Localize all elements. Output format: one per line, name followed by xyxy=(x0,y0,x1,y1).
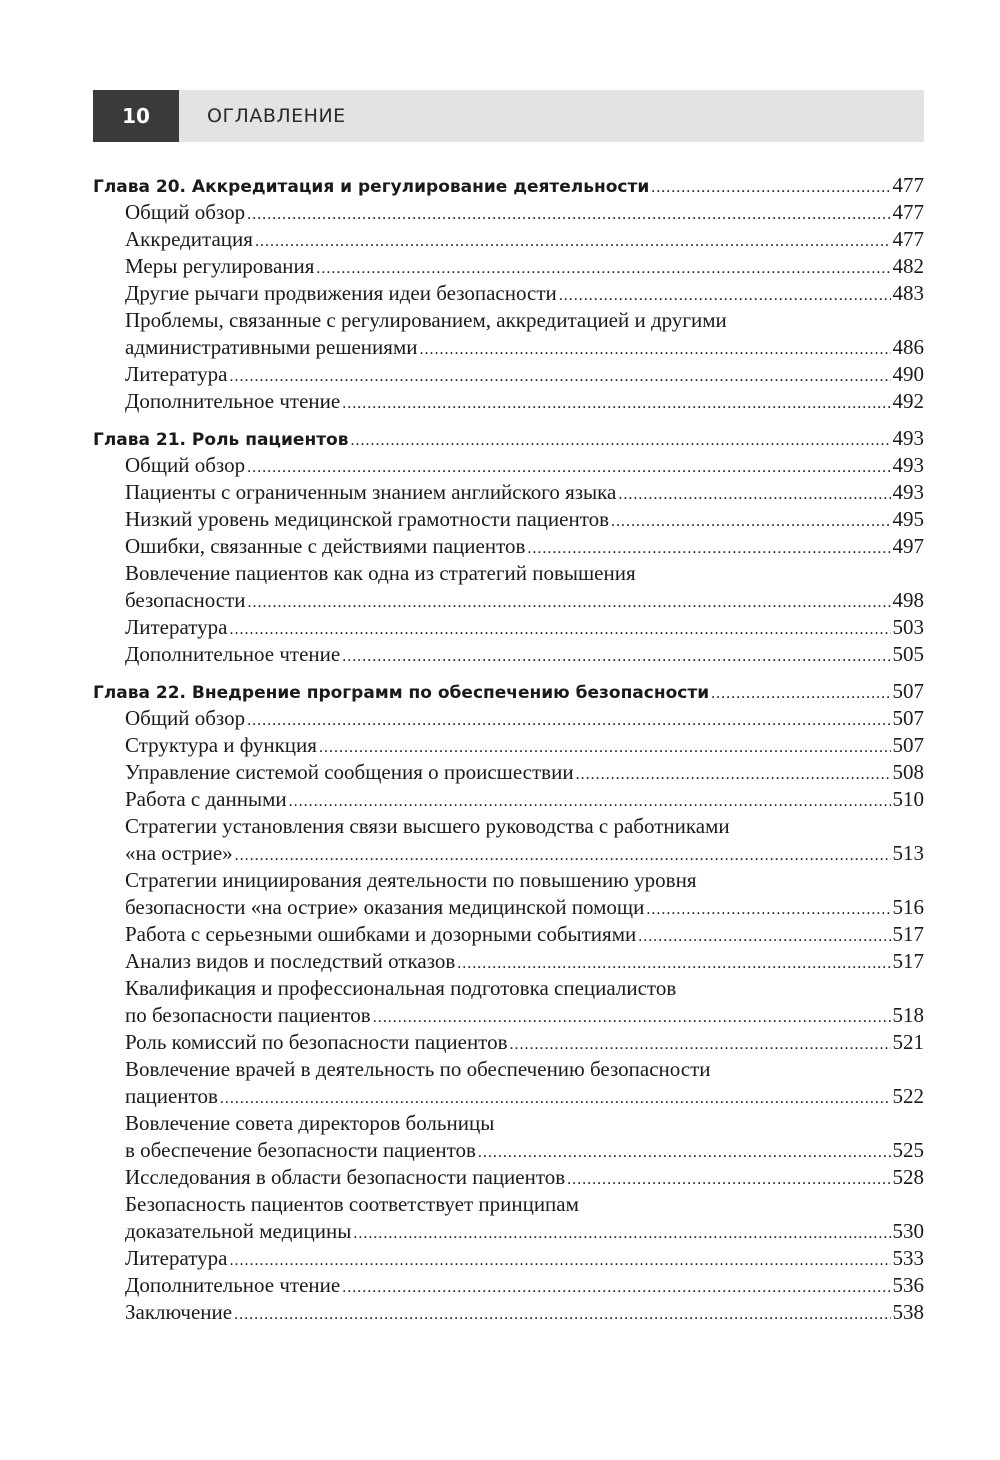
entry-title: Работа с серьезными ошибками и дозорными событиями xyxy=(125,922,637,946)
entry-page: 477 xyxy=(892,227,924,251)
entry-page: 525 xyxy=(892,1138,924,1162)
toc-entry xyxy=(93,614,924,641)
dot-leader xyxy=(229,614,890,643)
entry-title-line: Безопасность пациентов соответствует принципам xyxy=(125,1192,579,1216)
page-number: 10 xyxy=(93,90,179,142)
dot-leader xyxy=(342,1272,890,1301)
entry-page: 522 xyxy=(892,1084,924,1108)
dot-leader xyxy=(618,479,890,508)
entry-title: Заключение xyxy=(125,1300,233,1324)
entry-page: 538 xyxy=(892,1300,924,1324)
toc-entry xyxy=(93,199,924,226)
toc-entry xyxy=(93,1272,924,1299)
toc-entry xyxy=(93,921,924,948)
dot-leader xyxy=(353,1218,890,1247)
toc-entry xyxy=(93,1245,924,1272)
dot-leader xyxy=(319,732,891,761)
entry-title: Общий обзор xyxy=(125,706,246,730)
dot-leader xyxy=(342,641,890,670)
dot-leader xyxy=(510,1029,891,1058)
entry-title: Управление системой сообщения о происшествии xyxy=(125,760,574,784)
entry-title: Роль комиссий по безопасности пациентов xyxy=(125,1030,508,1054)
toc-entry xyxy=(93,506,924,533)
toc-entry xyxy=(93,1029,924,1056)
entry-title: Дополнительное чтение xyxy=(125,1273,341,1297)
toc-entry xyxy=(93,361,924,388)
toc-chapter xyxy=(93,678,924,1326)
entry-page: 530 xyxy=(892,1219,924,1243)
toc-entry xyxy=(93,533,924,560)
dot-leader xyxy=(611,506,890,535)
entry-title: Меры регулирования xyxy=(125,254,315,278)
chapter-page: 477 xyxy=(892,173,924,197)
toc-entry xyxy=(93,732,924,759)
entry-title: Аккредитация xyxy=(125,227,253,251)
entry-page: 508 xyxy=(892,760,924,784)
toc-entry xyxy=(93,1137,924,1164)
dot-leader xyxy=(651,174,890,201)
entry-title: пациентов xyxy=(125,1084,218,1108)
toc-entry xyxy=(93,641,924,668)
chapter-heading xyxy=(93,678,924,705)
entry-page: 503 xyxy=(892,615,924,639)
dot-leader xyxy=(316,253,890,282)
entry-page: 505 xyxy=(892,642,924,666)
dot-leader xyxy=(229,361,890,390)
running-header xyxy=(93,90,924,142)
entry-page: 498 xyxy=(892,588,924,612)
dot-leader xyxy=(247,452,890,481)
dot-leader xyxy=(342,388,890,417)
dot-leader xyxy=(247,199,890,228)
entry-page: 483 xyxy=(892,281,924,305)
dot-leader xyxy=(527,533,890,562)
entry-title: Исследования в области безопасности пациентов xyxy=(125,1165,566,1189)
toc-entry xyxy=(93,759,924,786)
toc-chapter xyxy=(93,172,924,415)
entry-page: 528 xyxy=(892,1165,924,1189)
dot-leader xyxy=(351,427,891,454)
toc-entry xyxy=(93,253,924,280)
dot-leader xyxy=(229,1245,890,1274)
entry-title: Низкий уровень медицинской грамотности пациентов xyxy=(125,507,610,531)
entry-page: 517 xyxy=(892,949,924,973)
entry-title: Другие рычаги продвижения идеи безопасности xyxy=(125,281,557,305)
entry-title: «на острие» xyxy=(125,841,233,865)
entry-title: в обеспечение безопасности пациентов xyxy=(125,1138,476,1162)
entry-title: Пациенты с ограниченным знанием английского языка xyxy=(125,480,617,504)
entry-title-line: Проблемы, связанные с регулированием, аккредитацией и другими xyxy=(125,308,727,332)
entry-title: Общий обзор xyxy=(125,453,246,477)
entry-title-line: Квалификация и профессиональная подготовка специалистов xyxy=(125,976,677,1000)
entry-page: 493 xyxy=(892,480,924,504)
entry-title: Литература xyxy=(125,362,228,386)
toc-entry xyxy=(93,840,924,867)
chapter-heading xyxy=(93,425,924,452)
entry-page: 495 xyxy=(892,507,924,531)
entry-page: 517 xyxy=(892,922,924,946)
entry-title: Литература xyxy=(125,615,228,639)
dot-leader xyxy=(289,786,891,815)
dot-leader xyxy=(646,894,890,923)
toc-entry xyxy=(93,226,924,253)
dot-leader xyxy=(711,680,890,707)
chapter-heading xyxy=(93,172,924,199)
entry-title: Структура и функция xyxy=(125,733,317,757)
chapter-title: Глава 22. Внедрение программ по обеспечению безопасности xyxy=(93,683,710,703)
dot-leader xyxy=(478,1137,891,1166)
dot-leader xyxy=(373,1002,891,1031)
entry-page: 486 xyxy=(892,335,924,359)
table-of-contents xyxy=(93,172,924,1336)
dot-leader xyxy=(248,587,891,616)
entry-page: 518 xyxy=(892,1003,924,1027)
entry-title: безопасности «на острие» оказания медицинской помощи xyxy=(125,895,645,919)
chapter-page: 507 xyxy=(892,679,924,703)
dot-leader xyxy=(567,1164,890,1193)
toc-entry xyxy=(93,786,924,813)
entry-title-line: Вовлечение врачей в деятельность по обеспечению безопасности xyxy=(125,1057,711,1081)
toc-entry xyxy=(93,1002,924,1029)
entry-page: 533 xyxy=(892,1246,924,1270)
entry-title: доказательной медицины xyxy=(125,1219,352,1243)
toc-entry xyxy=(93,948,924,975)
entry-title: по безопасности пациентов xyxy=(125,1003,371,1027)
dot-leader xyxy=(247,705,890,734)
toc-chapter xyxy=(93,425,924,668)
chapter-page: 493 xyxy=(892,426,924,450)
entry-page: 492 xyxy=(892,389,924,413)
entry-title-line: Вовлечение совета директоров больницы xyxy=(125,1111,495,1135)
entry-title-line: Стратегии инициирования деятельности по повышению уровня xyxy=(125,868,697,892)
toc-entry xyxy=(93,1164,924,1191)
toc-entry xyxy=(93,388,924,415)
toc-entry xyxy=(93,280,924,307)
dot-leader xyxy=(235,840,891,869)
toc-entry xyxy=(93,334,924,361)
entry-title-line: Стратегии установления связи высшего руководства с работниками xyxy=(125,814,730,838)
entry-title: Литература xyxy=(125,1246,228,1270)
toc-entry xyxy=(93,587,924,614)
entry-title: Ошибки, связанные с действиями пациентов xyxy=(125,534,526,558)
dot-leader xyxy=(457,948,890,977)
dot-leader xyxy=(576,759,891,788)
entry-title: безопасности xyxy=(125,588,246,612)
dot-leader xyxy=(638,921,890,950)
entry-title: Дополнительное чтение xyxy=(125,642,341,666)
toc-entry xyxy=(93,1218,924,1245)
toc-entry xyxy=(93,1083,924,1110)
dot-leader xyxy=(220,1083,891,1112)
section-title: ОГЛАВЛЕНИЕ xyxy=(207,105,346,127)
dot-leader xyxy=(234,1299,890,1328)
entry-page: 507 xyxy=(892,733,924,757)
entry-page: 507 xyxy=(892,706,924,730)
entry-page: 490 xyxy=(892,362,924,386)
entry-page: 510 xyxy=(892,787,924,811)
dot-leader xyxy=(255,226,891,255)
dot-leader xyxy=(419,334,890,363)
entry-title: административными решениями xyxy=(125,335,418,359)
chapter-title: Глава 21. Роль пациентов xyxy=(93,430,349,450)
dot-leader xyxy=(559,280,891,309)
toc-entry xyxy=(93,894,924,921)
entry-title: Работа с данными xyxy=(125,787,287,811)
toc-entry xyxy=(93,452,924,479)
entry-page: 497 xyxy=(892,534,924,558)
entry-page: 516 xyxy=(892,895,924,919)
toc-entry xyxy=(93,705,924,732)
entry-page: 493 xyxy=(892,453,924,477)
chapter-title: Глава 20. Аккредитация и регулирование деятельности xyxy=(93,177,650,197)
entry-page: 477 xyxy=(892,200,924,224)
toc-entry xyxy=(93,479,924,506)
entry-page: 536 xyxy=(892,1273,924,1297)
entry-title: Общий обзор xyxy=(125,200,246,224)
entry-page: 482 xyxy=(892,254,924,278)
entry-title: Анализ видов и последствий отказов xyxy=(125,949,456,973)
entry-title: Дополнительное чтение xyxy=(125,389,341,413)
toc-entry xyxy=(93,1299,924,1326)
entry-page: 521 xyxy=(892,1030,924,1054)
entry-title-line: Вовлечение пациентов как одна из стратегий повышения xyxy=(125,561,636,585)
entry-page: 513 xyxy=(892,841,924,865)
